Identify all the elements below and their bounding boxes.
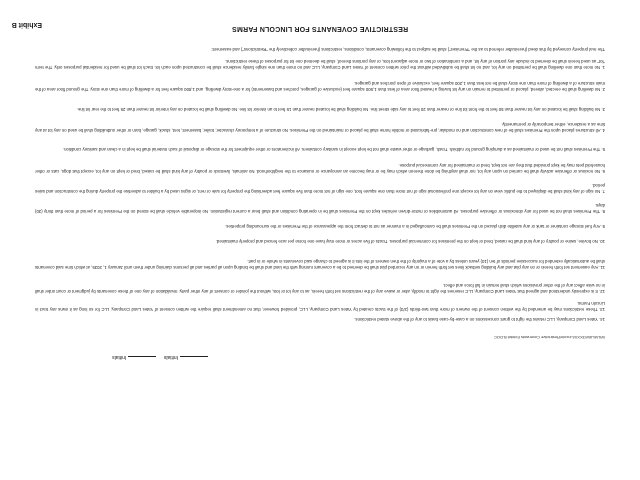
- intro-paragraph: The real property conveyed by this deed (hereinafter referred to as the "Premises") shall be subject to the following covenants, conditions, restrictions (hereinafter collectively the "Restrictions") and easement:: [211, 47, 605, 52]
- covenant-paragraph-4: 4. All structures placed upon the Premises shall be of new construction and no modular, pre-fabricated or mobile home shall be placed or maintained on the Premises. No structure of a temporary character, trailer, basement, tent, shack, garage, barn or other outbuilding shall be used on any lot at any time as a residence, either temporarily or permanently.: [35, 122, 605, 133]
- covenant-paragraph-2: 2. No dwelling shall be erected, altered, placed or permitted to remain on any lot having a heated floor area of less than 1,500 square feet (exclusive of garages, porches and basements) for a one-story dwelling, and 1,800 square feet for a dwelling of more than one story. The ground floor area of the main structure of a dwelling of more than one story shall be not less than 1,200 square feet, exclusive of open porches and garages.: [35, 81, 605, 92]
- covenant-paragraph-11: 11. Any easement set forth herein or on any plat and any building setback lines set forth herein or on any recorded plat shall be deemed to be a covenant running with the land and shall be binding upon all parties and all persons claiming under them until January 1, 2035, at which time said covenants shall be automatically extended for successive periods of ten (10) years unless by a vote of a majority of the then owners of the lots it is agreed to change said covenants in whole or in part.: [35, 259, 605, 270]
- covenant-paragraph-8: 8. The Premises shall not be used for any obnoxious or offensive purposes. All automobiles or motor-driven vehicles kept on the Premises shall be in operating condition and shall bear a current registration. No inoperable vehicle shall be stored on the Premises for a period of more than thirty (30) days.: [35, 203, 605, 214]
- covenant-paragraph-13: 13. These restrictions may be amended by the written consent of the owners of more than two-thirds (2/3) of the tracts created by Yates Land Company, LLC, provided however, that no amendment shall require the written consent of Yates Land Company, LLC for so long as it owns any tract in Lincoln Farms.: [35, 301, 605, 312]
- covenant-paragraph-3: 3. No building shall be located on any lot nearer than 50 feet to the front lot line or nearer than 20 feet to any side street line. No building shall be located nearer than 15 feet to an interior lot line. No dwelling shall be located on any interior lot nearer than 25 feet to the rear lot line.: [76, 107, 605, 112]
- covenant-paragraph-1: 1. No more than one dwelling shall be permitted on any lot, and no lot shall be subdivided without the prior written consent of Yates Land Company, LLC and no more than one single family residence shall be constructed upon each lot. Each lot shall be used for residential purposes only. The term "lot" as used herein shall be deemed to include any portion of any lot, and a combination of two or more adjacent lots, or any portions thereof, shall be deemed one lot for purposes of these restrictions.: [35, 59, 605, 70]
- covenant-paragraph-7: 7. No sign of any kind shall be displayed to the public view on any lot except one professional sign of not more than one square foot, one sign of not more than five square feet advertising the property for sale or rent, or signs used by a builder to advertise the property during the construction and sales period.: [35, 183, 605, 194]
- initials-line-2: [128, 356, 156, 357]
- covenant-paragraph-6: 6. No noxious or offensive activity shall be carried on upon any lot, nor shall anything be done thereon which may be or may become an annoyance or nuisance to the neighborhood. No animals, livestock or poultry of any kind shall be raised, bred or kept on any lot, except that dogs, cats or other household pets may be kept provided that they are not kept, bred or maintained for any commercial purpose.: [35, 163, 605, 174]
- document-title: RESTRICTIVE COVENANTS FOR LINCOLN FARMS: [231, 25, 409, 32]
- covenant-paragraph-12: 12. It is expressly understood and agreed that Yates Land Company, LLC reserves the right to modify, alter or waive any of the restrictions set forth herein, as to any lot or lots, without the joinder or consent of any other party. Invalidation of any one of these covenants by judgment or court order shall in no wise affect any of the other provisions which shall remain in full force and effect.: [35, 283, 605, 294]
- initials-label-2: Initials: [112, 354, 127, 360]
- initials-label: Initials: [163, 354, 178, 360]
- covenant-paragraph-9: 9. Any fuel storage container or tank or any satellite dish placed on the Premises shall be camouflaged in a manner as not to detract from the appearance of the Premises or the surrounding properties.: [224, 224, 605, 229]
- exhibit-label: Exhibit B: [11, 21, 42, 28]
- document-footer-code: WILMLAW/3XXX/Lincoln\Restrictive Covenants Exhibit B.DOC: [493, 335, 605, 340]
- initials-line: [180, 356, 208, 357]
- covenant-paragraph-14: 14. Yates Land Company, LLC retains the right to grant concessions on a case-by-case basis to any of the above stated restrictions.: [354, 317, 605, 322]
- initials-block: [10, 354, 210, 360]
- covenant-paragraph-5: 5. The Premises shall not be used or maintained as a dumping ground for rubbish. Trash, garbage or other waste shall not be kept except in sanitary containers. All incinerators or other equipment for the storage or disposal of such material shall be kept in a clean and sanitary condition.: [62, 147, 605, 152]
- covenant-paragraph-10: 10. No bovine, swine or poultry of any kind shall be raised, bred or kept on the premises for commercial purposes. Tracts of five acres or more may have one horse per acre fenced and properly maintained.: [215, 239, 605, 244]
